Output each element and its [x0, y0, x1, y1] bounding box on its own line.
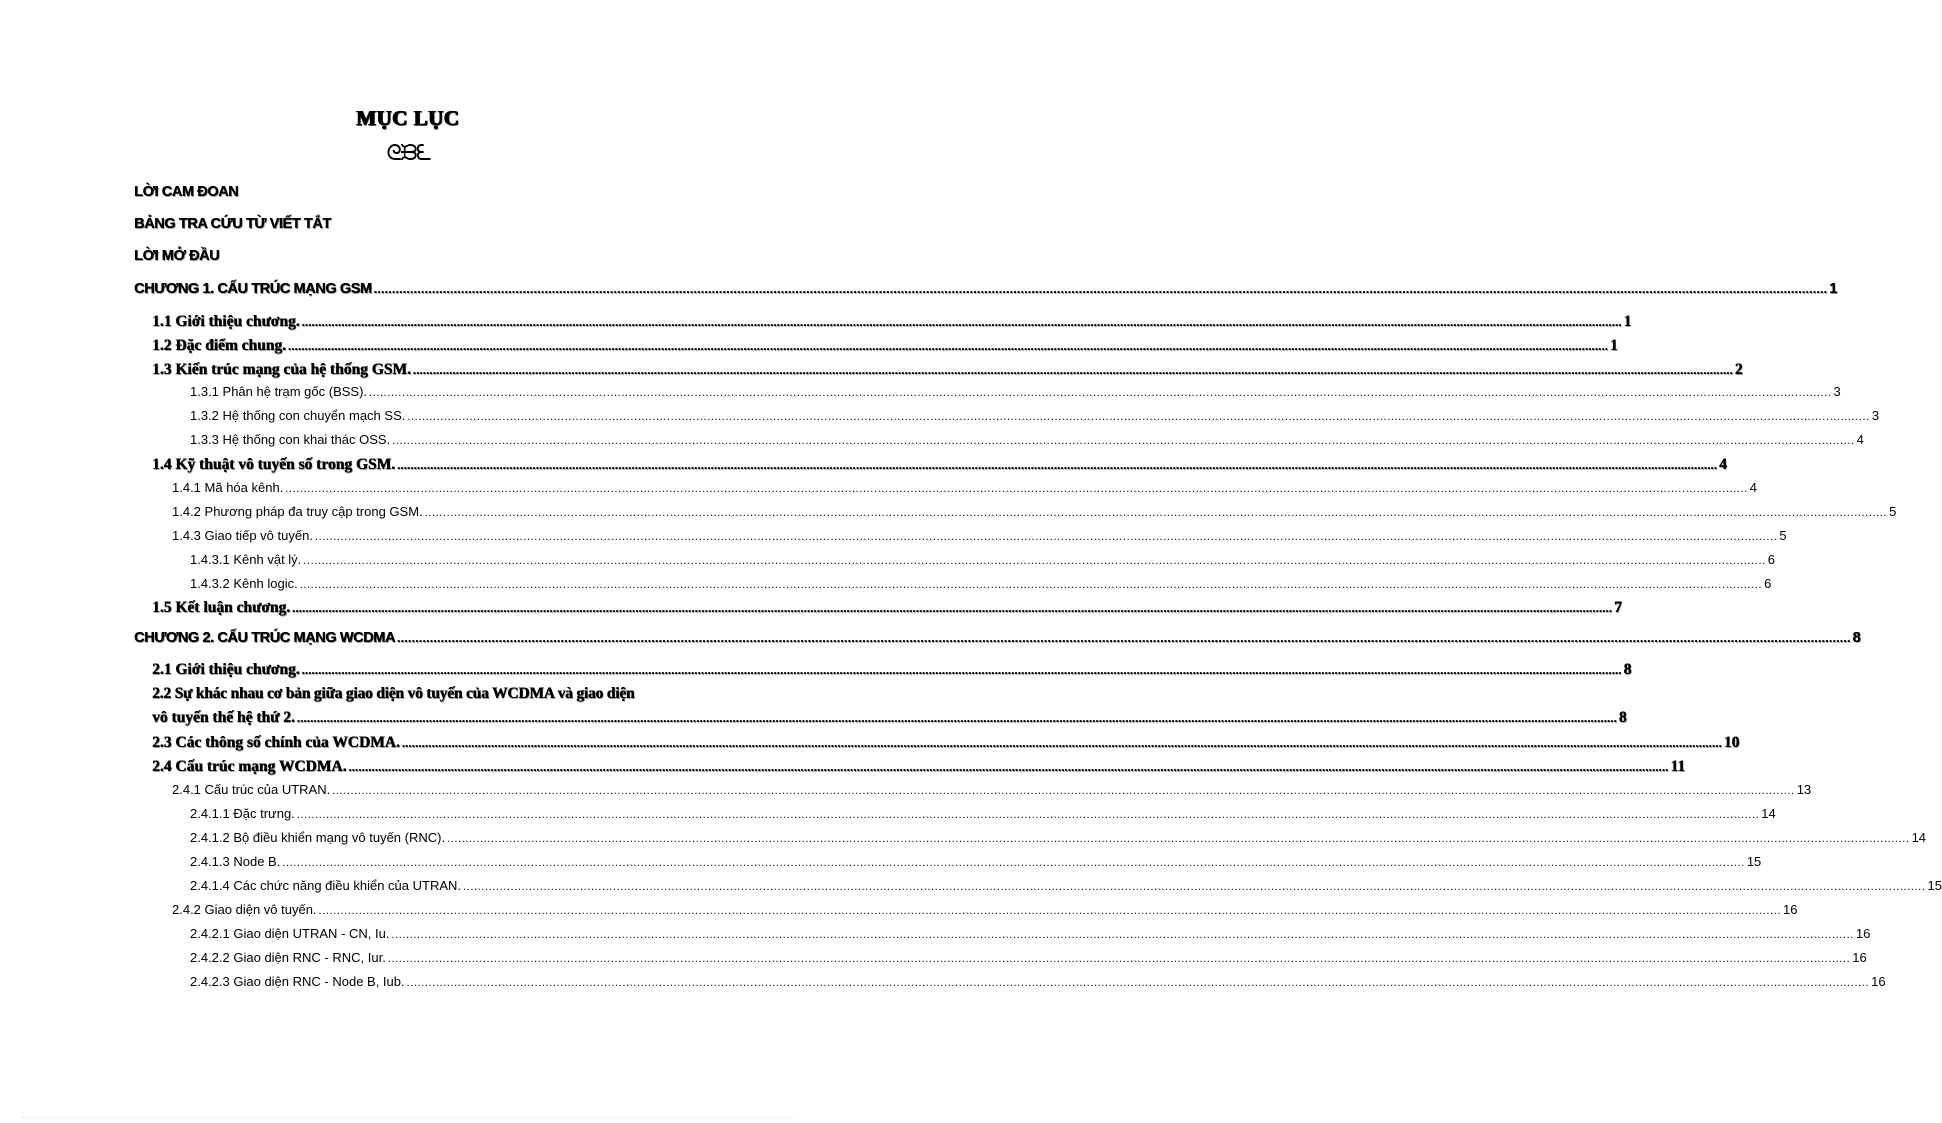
toc-entry[interactable]: [152, 456, 1727, 474]
toc-entry[interactable]: [190, 878, 1942, 893]
toc-entry[interactable]: [152, 661, 1632, 679]
toc-leader-dots: ................................................................................................................................................................................................................................................................................................................................................................................................................: [303, 555, 1766, 567]
heading-bang-tra-cuu: BẢNG TRA CỨU TỪ VIẾT TẮT: [134, 216, 331, 232]
toc-entry[interactable]: [190, 926, 1871, 941]
toc-entry[interactable]: [190, 552, 1775, 567]
toc-page-number: 5: [1779, 528, 1787, 543]
toc-leader-dots: ................................................................................................................................................................................................................................................................................................................................................................................................................: [348, 760, 1669, 774]
toc-leader-dots: ................................................................................................................................................................................................................................................................................................................................................................................................................: [373, 282, 1828, 296]
toc-leader-dots: ................................................................................................................................................................................................................................................................................................................................................................................................................: [391, 929, 1854, 941]
toc-page-number: 2: [1734, 361, 1743, 378]
toc-page-number: 3: [1833, 384, 1841, 399]
toc-page-number: 11: [1670, 758, 1685, 775]
toc-entry[interactable]: [172, 902, 1798, 917]
toc-entry-label: 2.1 Giới thiệu chương.: [152, 661, 300, 678]
toc-leader-dots: ................................................................................................................................................................................................................................................................................................................................................................................................................: [463, 881, 1926, 893]
toc-entry-label: 2.4.2 Giao diện vô tuyến.: [172, 902, 317, 917]
toc-leader-dots: ................................................................................................................................................................................................................................................................................................................................................................................................................: [299, 579, 1763, 591]
page-bottom-divider: [22, 1117, 794, 1118]
toc-leader-dots: ................................................................................................................................................................................................................................................................................................................................................................................................................: [332, 785, 1795, 797]
toc-leader-dots: ................................................................................................................................................................................................................................................................................................................................................................................................................: [396, 631, 1851, 645]
toc-entry[interactable]: [190, 854, 1762, 869]
heading-loi-mo-dau: LỜI MỞ ĐẦU: [134, 248, 220, 264]
toc-leader-dots: ................................................................................................................................................................................................................................................................................................................................................................................................................: [314, 531, 1778, 543]
toc-entry-label: 1.4.2 Phương pháp đa truy cập trong GSM.: [172, 504, 423, 519]
toc-leader-dots: ................................................................................................................................................................................................................................................................................................................................................................................................................: [387, 953, 1851, 965]
toc-entry-label: 1.1 Giới thiệu chương.: [152, 313, 300, 330]
toc-page-number: 14: [1911, 830, 1927, 845]
toc-leader-dots: ................................................................................................................................................................................................................................................................................................................................................................................................................: [407, 411, 1870, 423]
toc-leader-dots: ................................................................................................................................................................................................................................................................................................................................................................................................................: [369, 387, 1832, 399]
toc-entry[interactable]: [152, 337, 1618, 355]
toc-leader-dots: ................................................................................................................................................................................................................................................................................................................................................................................................................: [412, 363, 1733, 377]
toc-page-number: 1: [1623, 313, 1632, 330]
toc-entry-label: 2.4.2.2 Giao diện RNC - RNC, Iur.: [190, 950, 386, 965]
toc-entry-label: CHƯƠNG 1. CẤU TRÚC MẠNG GSM: [134, 281, 372, 297]
toc-entry-label: 1.4 Kỹ thuật vô tuyến số trong GSM.: [152, 456, 395, 473]
toc-page-number: 4: [1856, 432, 1864, 447]
toc-leader-dots: ................................................................................................................................................................................................................................................................................................................................................................................................................: [296, 711, 1617, 725]
toc-entry-label: 2.4.1 Cấu trúc của UTRAN.: [172, 782, 331, 797]
toc-entry-label: 2.4.1.4 Các chức năng điều khiển của UTRAN.: [190, 878, 462, 893]
toc-entry-label: 1.3.3 Hệ thống con khai thác OSS.: [190, 432, 391, 447]
toc-entry[interactable]: [190, 576, 1772, 591]
toc-entry-label: 1.2 Đặc điểm chung.: [152, 337, 286, 354]
toc-entry-label: 1.4.3.2 Kênh logic.: [190, 576, 298, 591]
toc-entry-label: 2.4.2.1 Giao diện UTRAN - CN, Iu.: [190, 926, 390, 941]
toc-entry-label: 2.4 Cấu trúc mạng WCDMA.: [152, 758, 347, 775]
toc-entry[interactable]: [152, 734, 1740, 752]
toc-entry[interactable]: [190, 408, 1880, 423]
toc-entry[interactable]: [172, 528, 1787, 543]
toc-entry[interactable]: [190, 384, 1841, 399]
toc-entry-label: 1.3.2 Hệ thống con chuyển mạch SS.: [190, 408, 406, 423]
toc-entry[interactable]: [190, 830, 1927, 845]
toc-entry-label: 1.4.3.1 Kênh vật lý.: [190, 552, 302, 567]
toc-leader-dots: ................................................................................................................................................................................................................................................................................................................................................................................................................: [301, 315, 1622, 329]
toc-leader-dots: ................................................................................................................................................................................................................................................................................................................................................................................................................: [282, 857, 1745, 869]
toc-page-number: 16: [1855, 926, 1871, 941]
toc-entry-label: 2.2 Sự khác nhau cơ bản giữa giao diện vô tuyến của WCDMA và giao diện: [152, 685, 635, 702]
toc-entry-label: 2.4.2.3 Giao diện RNC - Node B, Iub.: [190, 974, 405, 989]
toc-entry[interactable]: [152, 685, 738, 703]
toc-entry-label: vô tuyến thế hệ thứ 2.: [152, 709, 295, 726]
toc-entry[interactable]: [190, 974, 1886, 989]
toc-leader-dots: ................................................................................................................................................................................................................................................................................................................................................................................................................: [301, 663, 1622, 677]
toc-leader-dots: ................................................................................................................................................................................................................................................................................................................................................................................................................: [401, 736, 1722, 750]
toc-entry-label: 1.4.1 Mã hóa kênh.: [172, 480, 284, 495]
toc-page-number: 5: [1889, 504, 1897, 519]
toc-page-number: 1: [1829, 281, 1837, 297]
toc-entry[interactable]: [134, 281, 1837, 297]
toc-entry[interactable]: [152, 313, 1632, 331]
toc-entry[interactable]: [172, 504, 1897, 519]
toc-leader-dots: ................................................................................................................................................................................................................................................................................................................................................................................................................: [318, 905, 1782, 917]
title-ornament: ᘓᙖᘍ: [386, 140, 430, 165]
toc-entry-label: 2.3 Các thông số chính của WCDMA.: [152, 734, 400, 751]
toc-page-number: 6: [1767, 552, 1775, 567]
toc-entry[interactable]: [190, 806, 1776, 821]
toc-entry[interactable]: [152, 709, 1627, 727]
toc-leader-dots: ................................................................................................................................................................................................................................................................................................................................................................................................................: [424, 507, 1888, 519]
toc-entry[interactable]: [172, 782, 1812, 797]
toc-leader-dots: ................................................................................................................................................................................................................................................................................................................................................................................................................: [392, 435, 1855, 447]
toc-entry[interactable]: [152, 361, 1743, 379]
toc-entry[interactable]: [134, 630, 1861, 646]
toc-page-number: 1: [1609, 337, 1618, 354]
toc-page-number: 3: [1871, 408, 1880, 423]
toc-page-number: 10: [1723, 734, 1740, 751]
toc-page-number: 7: [1614, 599, 1622, 616]
toc-leader-dots: ................................................................................................................................................................................................................................................................................................................................................................................................................: [406, 977, 1870, 989]
toc-page-number: 8: [1618, 709, 1627, 726]
toc-entry-label: CHƯƠNG 2. CẤU TRÚC MẠNG WCDMA: [134, 630, 395, 646]
toc-entry[interactable]: [152, 599, 1622, 617]
toc-entry-label: 1.4.3 Giao tiếp vô tuyến.: [172, 528, 313, 543]
toc-page-number: 13: [1796, 782, 1812, 797]
toc-leader-dots: ................................................................................................................................................................................................................................................................................................................................................................................................................: [397, 458, 1717, 472]
toc-leader-dots: ................................................................................................................................................................................................................................................................................................................................................................................................................: [447, 833, 1910, 845]
page-title: MỤC LỤC: [356, 106, 460, 130]
toc-page-number: 8: [1852, 630, 1861, 646]
toc-page-number: 15: [1927, 878, 1942, 893]
toc-page-number: 16: [1871, 974, 1886, 989]
toc-entry-label: 1.5 Kết luận chương.: [152, 599, 291, 616]
toc-leader-dots: ................................................................................................................................................................................................................................................................................................................................................................................................................: [285, 483, 1748, 495]
toc-entry-label: 2.4.1.1 Đặc trưng.: [190, 806, 295, 821]
toc-entry-label: 2.4.1.3 Node B.: [190, 854, 281, 869]
toc-entry-label: 1.3.1 Phân hệ trạm gốc (BSS).: [190, 384, 368, 399]
toc-leader-dots: ................................................................................................................................................................................................................................................................................................................................................................................................................: [292, 601, 1613, 615]
toc-page-number: 16: [1852, 950, 1867, 965]
toc-page-number: 15: [1746, 854, 1762, 869]
heading-loi-cam-doan: LỜI CAM ĐOAN: [134, 184, 239, 200]
toc-leader-dots: ................................................................................................................................................................................................................................................................................................................................................................................................................: [296, 809, 1760, 821]
toc-page-number: 14: [1761, 806, 1776, 821]
toc-leader-dots: ................................................................................................................................................................................................................................................................................................................................................................................................................: [287, 339, 1608, 353]
toc-entry-label: 1.3 Kiến trúc mạng của hệ thống GSM.: [152, 361, 411, 378]
toc-page-number: 4: [1719, 456, 1727, 473]
toc-entry[interactable]: [152, 758, 1685, 776]
toc-page-number: 4: [1749, 480, 1758, 495]
toc-entry[interactable]: [190, 950, 1867, 965]
toc-entry[interactable]: [172, 480, 1758, 495]
toc-page-number: 16: [1783, 902, 1798, 917]
toc-entry-label: 2.4.1.2 Bộ điều khiển mạng vô tuyến (RNC).: [190, 830, 446, 845]
toc-page-number: 6: [1764, 576, 1772, 591]
toc-entry[interactable]: [190, 432, 1864, 447]
toc-page-number: 8: [1623, 661, 1632, 678]
